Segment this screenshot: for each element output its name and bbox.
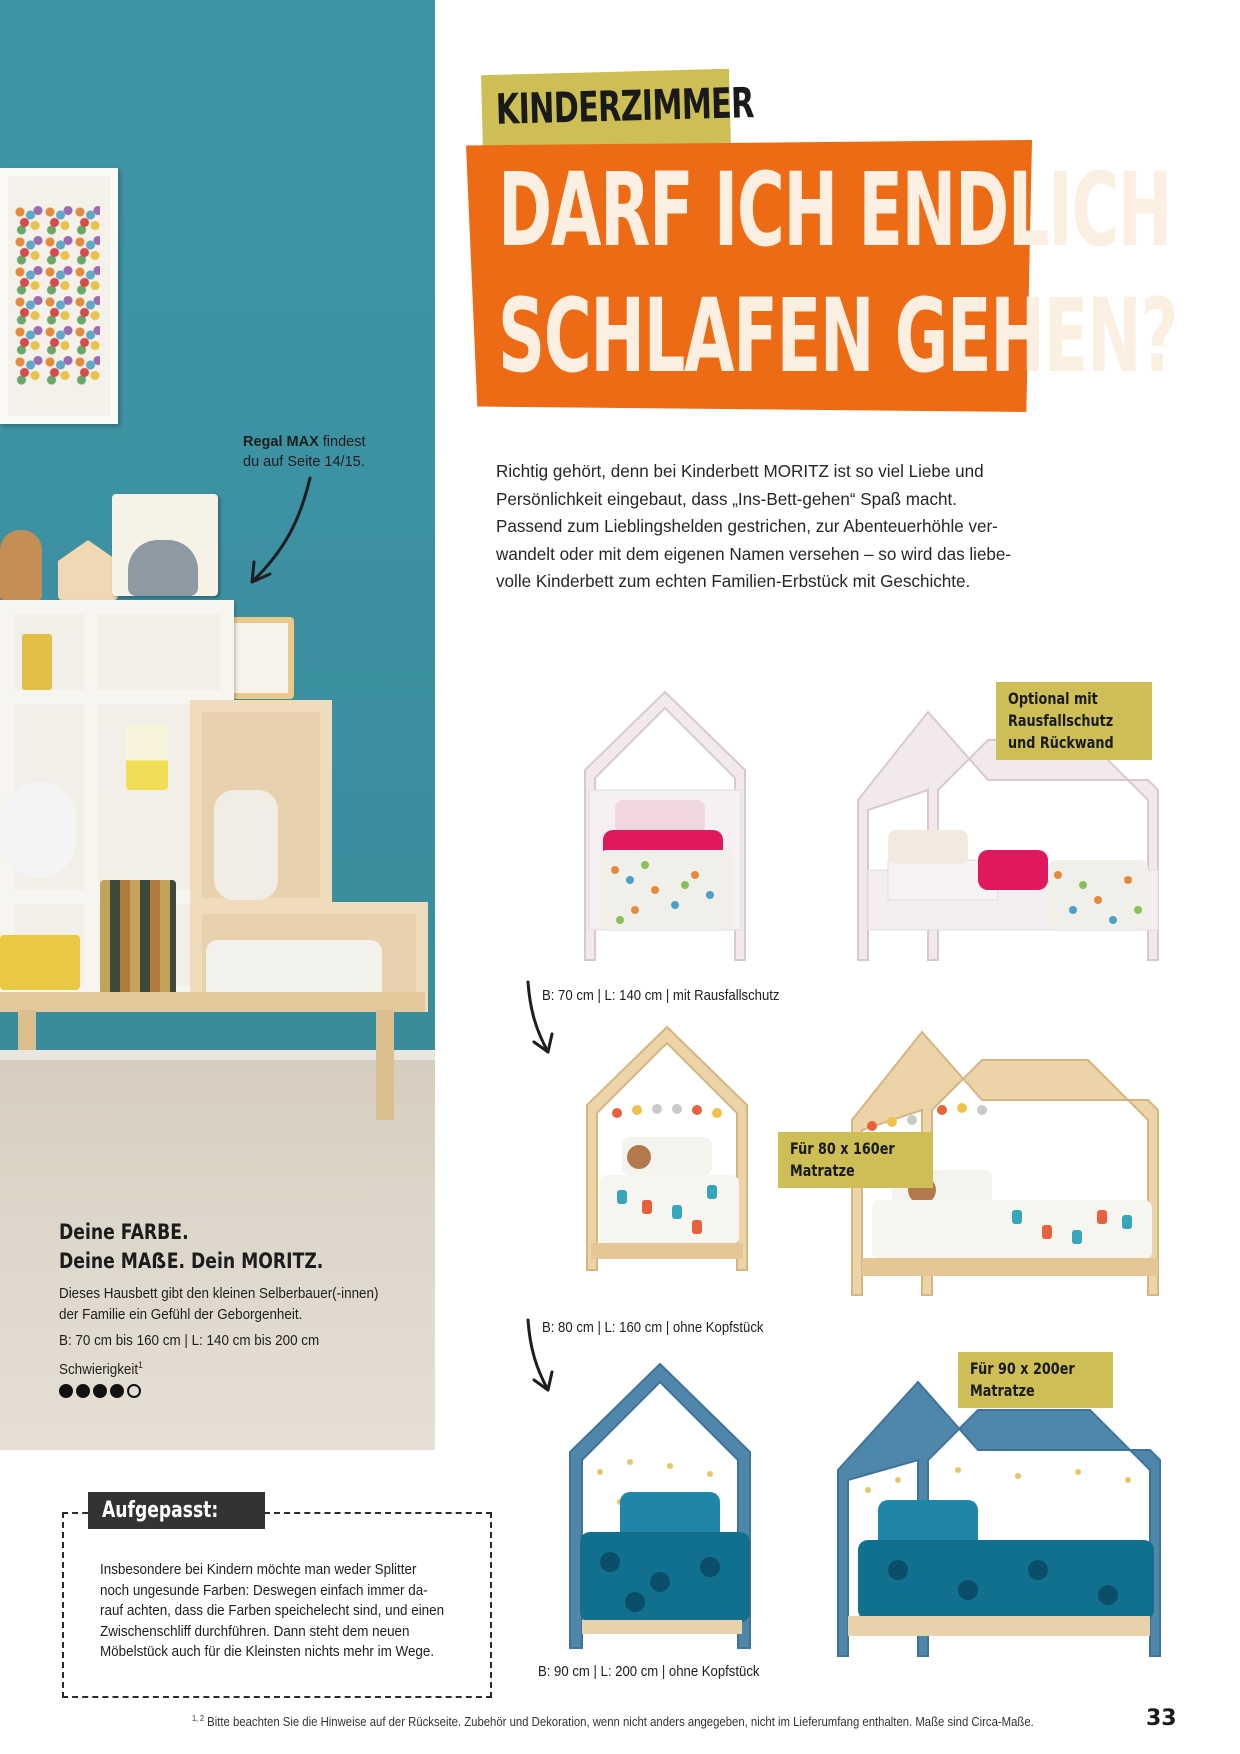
arrow-icon [240, 470, 320, 590]
intro-paragraph [496, 458, 1039, 596]
tip-label [88, 1492, 265, 1529]
difficulty-dot-filled [59, 1384, 73, 1398]
headline-line-2: SCHLAFEN GEHEN? [498, 277, 1177, 396]
badge-line: und Rückwand [1008, 733, 1114, 752]
footnote-text: Bitte beachten Sie die Hinweise auf der Rückseite. Zubehör und Dekoration, wenn nicht anders angegeben, nicht im Lieferumfang enthalten. Maße sind Circa-Maße. [204, 1715, 1034, 1730]
description-line: Dieses Hausbett gibt den kleinen Selberbauer(-innen) [59, 1286, 379, 1302]
bed-blue-small [560, 1362, 760, 1652]
product-description [59, 1284, 399, 1352]
footnote-refs: 1, 2 [192, 1714, 205, 1723]
regal-note-text: findest [318, 434, 366, 450]
section-kicker [481, 69, 755, 153]
house-bed-illustration [560, 1362, 760, 1652]
intro-line: volle Kinderbett zum echten Familien-Erbstück mit Geschichte. [496, 571, 971, 591]
intro-line: Passend zum Lieblingshelden gestrichen, zur Abenteuerhöhle ver- [496, 516, 998, 536]
bed-blue-large [838, 1380, 1170, 1660]
candle [126, 724, 168, 790]
badge-line: Optional mit [1008, 689, 1098, 708]
shelf-divider [84, 600, 98, 1000]
product-dimensions: B: 70 cm bis 160 cm | L: 140 cm bis 200 cm [59, 1333, 320, 1349]
house-bed-illustration [838, 1380, 1170, 1660]
badge-matratze-90 [958, 1352, 1113, 1408]
house-bed-illustration [577, 1025, 757, 1275]
wooden-bench [0, 992, 425, 1012]
difficulty-dot-empty [127, 1384, 141, 1398]
intro-line: Persönlichkeit eingebaut, dass „Ins-Bett-gehen“ Spaß macht. [496, 488, 958, 509]
tip-line: Zwischenschliff durchführen. Dann steht dem neuen [100, 1623, 410, 1640]
difficulty-dot-filled [93, 1384, 107, 1398]
tip-line: rauf achten, dass die Farben speichelecht sind, und einen [100, 1603, 445, 1620]
spec-row-2: B: 80 cm | L: 160 cm | ohne Kopfstück [542, 1320, 764, 1336]
spec-row-3: B: 90 cm | L: 200 cm | ohne Kopfstück [538, 1664, 760, 1680]
small-picture-frame [226, 617, 294, 699]
badge-line: Matratze [970, 1381, 1035, 1400]
difficulty-dot-filled [110, 1384, 124, 1398]
badge-line: Für 80 x 160er [790, 1139, 895, 1158]
footnote [192, 1714, 1034, 1729]
cloud-lamp [2, 782, 76, 878]
regal-note [243, 432, 366, 472]
spec-row-1: B: 70 cm | L: 140 cm | mit Rausfallschutz [542, 988, 780, 1004]
books [100, 880, 176, 998]
intro-line: wandelt oder mit dem eigenen Namen versehen – so wird das liebe- [496, 543, 1012, 564]
badge-rausfallschutz [996, 682, 1152, 760]
kicker-text: KINDERZIMMER [495, 78, 755, 134]
bench-leg [376, 1010, 394, 1120]
difficulty-footnote-ref: 1 [138, 1359, 143, 1370]
yellow-cushion [0, 935, 80, 990]
wall-art-frame [0, 168, 118, 424]
yellow-cup [22, 634, 52, 690]
headline-line-1: DARF ICH ENDLICH [498, 151, 1172, 270]
description-line: der Familie ein Gefühl der Geborgenheit. [59, 1306, 303, 1323]
badge-line: Rausfallschutz [1008, 711, 1114, 730]
wooden-ornament [0, 530, 42, 600]
bed-wood-small [577, 1025, 757, 1275]
bench-leg [18, 1010, 36, 1050]
bed-white-small [575, 690, 755, 970]
regal-name: Regal MAX [243, 434, 319, 450]
white-pillow [214, 790, 278, 900]
tip-text [100, 1560, 444, 1663]
title-line-1: Deine FARBE. [59, 1220, 189, 1244]
difficulty-rating [59, 1384, 141, 1398]
regal-note-line-2: du auf Seite 14/15. [243, 454, 365, 470]
intro-line: Richtig gehört, denn bei Kinderbett MORITZ ist so viel Liebe und [496, 461, 984, 481]
house-bed-illustration [575, 690, 755, 970]
page-number: 33 [1146, 1706, 1177, 1731]
badge-matratze-80 [778, 1132, 933, 1188]
tip-line: Möbelstück auch für die Kleinsten nichts mehr im Wege. [100, 1644, 435, 1661]
tip-line: noch ungesunde Farben: Deswegen einfach immer da- [100, 1582, 428, 1599]
badge-line: Für 90 x 200er [970, 1359, 1075, 1378]
difficulty-text: Schwierigkeit [59, 1361, 139, 1378]
tip-line: Insbesondere bei Kindern möchte man weder Splitter [100, 1562, 417, 1578]
title-line-2: Deine MAẞE. Dein MORITZ. [59, 1249, 324, 1273]
difficulty-dot-filled [76, 1384, 90, 1398]
product-copy [59, 1218, 429, 1377]
tip-label-text: Aufgepasst: [102, 1498, 219, 1523]
product-title [59, 1218, 362, 1276]
page-headline [498, 148, 1177, 400]
badge-line: Matratze [790, 1161, 855, 1180]
difficulty-label [59, 1360, 399, 1378]
toy-elephant [128, 540, 198, 596]
wall-art [14, 206, 100, 386]
